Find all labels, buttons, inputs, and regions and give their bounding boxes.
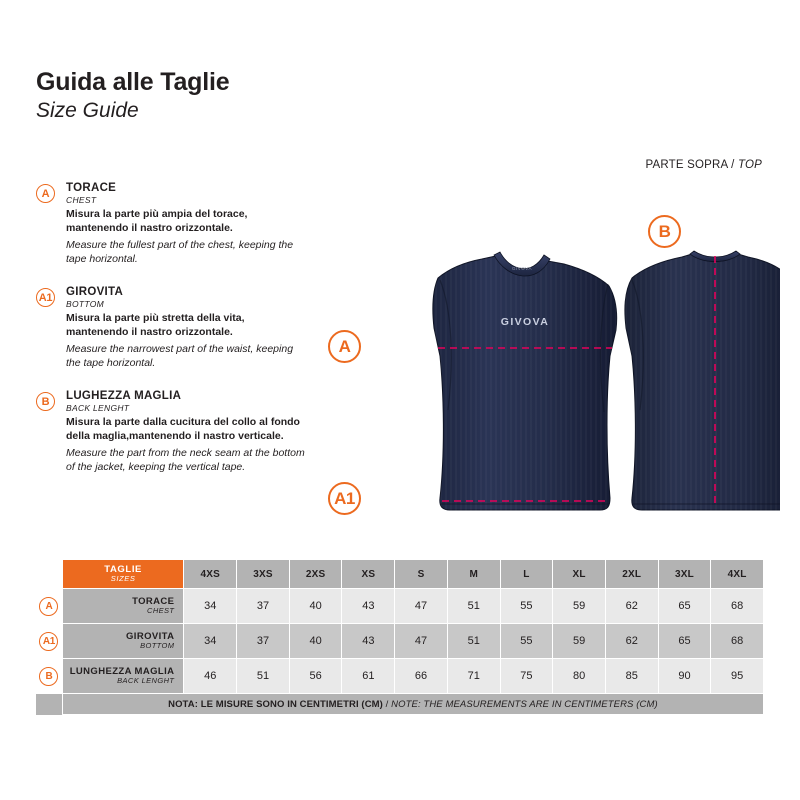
legend-name-bottom-it: GIROVITA	[66, 286, 124, 299]
garment-front	[432, 252, 620, 512]
note-badge-spacer	[36, 694, 62, 715]
brand-collar-text: GIVOVA	[512, 266, 532, 271]
cell-chest-2xl: 62	[605, 589, 658, 624]
section-label-top-it: PARTE SOPRA	[645, 159, 728, 171]
row-label-bottom-it: GIROVITA	[126, 630, 175, 642]
row-label-chest-en: CHEST	[147, 606, 175, 616]
cell-bottom-2xl: 62	[605, 624, 658, 659]
cell-back-s: 66	[395, 659, 448, 694]
cell-back-3xs: 51	[237, 659, 290, 694]
size-table	[36, 559, 764, 715]
header-size-s: S	[395, 560, 448, 589]
row-badge-cell-chest	[36, 589, 62, 624]
legend-name-back-it: LUGHEZZA MAGLIA	[66, 390, 182, 403]
row-label-chest-it: TORACE	[132, 595, 175, 607]
row-label-back	[62, 659, 184, 694]
page-title-it: Guida alle Taglie	[36, 68, 230, 96]
garment-illustration	[310, 160, 780, 550]
cell-back-xs: 61	[342, 659, 395, 694]
cell-back-4xl: 95	[711, 659, 764, 694]
legend-desc-chest-it: Misura la parte più ampia del torace, mantenendo il nastro orizzontale.	[66, 208, 248, 235]
legend-name-back-en: BACK LENGHT	[66, 403, 130, 414]
section-label-top-en: TOP	[737, 159, 762, 171]
header-size-l: L	[500, 560, 553, 589]
legend-desc-back-it: Misura la parte dalla cucitura del collo al fondo della maglia,mantenendo il nastro verticale.	[66, 416, 300, 443]
row-label-chest	[62, 589, 184, 624]
garment-svg	[310, 160, 780, 550]
header-size-xl: XL	[553, 560, 606, 589]
cell-back-4xs: 46	[184, 659, 237, 694]
table-header-row	[36, 560, 764, 589]
table-row	[36, 589, 764, 624]
header-size-4xl: 4XL	[711, 560, 764, 589]
measurement-note-it: NOTA: LE MISURE SONO IN CENTIMETRI (CM)	[168, 698, 383, 710]
legend-name-chest-en: CHEST	[66, 195, 97, 206]
cell-back-2xl: 85	[605, 659, 658, 694]
cell-chest-3xl: 65	[658, 589, 711, 624]
cell-chest-4xl: 68	[711, 589, 764, 624]
cell-chest-l: 55	[500, 589, 553, 624]
cell-back-m: 71	[447, 659, 500, 694]
header-size-2xs: 2XS	[289, 560, 342, 589]
cell-back-2xs: 56	[289, 659, 342, 694]
row-badge-cell-bottom	[36, 624, 62, 659]
page-title	[36, 68, 229, 123]
row-label-back-it: LUNGHEZZA MAGLIA	[69, 665, 175, 677]
legend-desc-bottom-it: Misura la parte più stretta della vita, mantenendo il nastro orizzontale.	[66, 312, 245, 339]
legend-badge-a1: A1	[36, 288, 55, 307]
page-title-en: Size Guide	[36, 98, 139, 122]
header-size-2xl: 2XL	[605, 560, 658, 589]
cell-bottom-4xl: 68	[711, 624, 764, 659]
row-badge-a: A	[39, 597, 58, 616]
cell-bottom-l: 55	[500, 624, 553, 659]
legend-name-chest-it: TORACE	[66, 182, 117, 194]
legend-desc-bottom-en: Measure the narrowest part of the waist, keeping the tape horizontal.	[66, 343, 294, 370]
header-size-4xs: 4XS	[184, 560, 237, 589]
row-badge-a1: A1	[39, 632, 58, 651]
cell-bottom-xl: 59	[553, 624, 606, 659]
legend-name-bottom-en: BOTTOM	[66, 299, 105, 310]
cell-bottom-3xl: 65	[658, 624, 711, 659]
legend-item-back-length	[36, 390, 306, 475]
measurement-note	[62, 694, 763, 715]
measurement-note-separator: /	[382, 698, 392, 710]
header-sizes-label-en: SIZES	[110, 574, 136, 584]
header-size-3xs: 3XS	[237, 560, 290, 589]
table-row	[36, 624, 764, 659]
row-badge-cell-back	[36, 659, 62, 694]
cell-bottom-2xs: 40	[289, 624, 342, 659]
cell-back-3xl: 90	[658, 659, 711, 694]
cell-chest-m: 51	[447, 589, 500, 624]
brand-logo-text: GIVOVA	[500, 316, 550, 328]
header-size-3xl: 3XL	[658, 560, 711, 589]
legend-desc-chest-en: Measure the fullest part of the chest, keeping the tape horizontal.	[66, 239, 294, 266]
cell-chest-xl: 59	[553, 589, 606, 624]
table-note-row	[36, 694, 764, 715]
legend-badge-a: A	[36, 184, 55, 203]
section-label-separator: /	[727, 159, 738, 171]
cell-back-l: 75	[500, 659, 553, 694]
legend-item-chest	[36, 182, 306, 267]
header-badge-spacer	[36, 560, 62, 589]
measurement-legend	[36, 182, 306, 494]
header-sizes-label	[62, 560, 184, 589]
table-row	[36, 659, 764, 694]
header-sizes-label-it: TAGLIE	[104, 564, 142, 576]
cell-back-xl: 80	[553, 659, 606, 694]
cell-bottom-m: 51	[447, 624, 500, 659]
cell-chest-3xs: 37	[237, 589, 290, 624]
marker-bottom: A1	[328, 482, 361, 515]
row-badge-b: B	[39, 667, 58, 686]
cell-chest-4xs: 34	[184, 589, 237, 624]
row-label-back-en: BACK LENGHT	[117, 676, 175, 686]
cell-chest-xs: 43	[342, 589, 395, 624]
legend-desc-back-en: Measure the part from the neck seam at the bottom of the jacket, keeping the vertical tape.	[66, 447, 305, 474]
marker-back-length: B	[648, 215, 681, 248]
cell-bottom-3xs: 37	[237, 624, 290, 659]
garment-back	[624, 251, 780, 512]
cell-chest-s: 47	[395, 589, 448, 624]
legend-item-bottom	[36, 286, 306, 371]
cell-bottom-s: 47	[395, 624, 448, 659]
legend-badge-b: B	[36, 392, 55, 411]
marker-chest: A	[328, 330, 361, 363]
cell-chest-2xs: 40	[289, 589, 342, 624]
cell-bottom-4xs: 34	[184, 624, 237, 659]
row-label-bottom-en: BOTTOM	[140, 641, 175, 651]
size-table-wrapper	[36, 559, 764, 715]
cell-bottom-xs: 43	[342, 624, 395, 659]
header-size-m: M	[447, 560, 500, 589]
measurement-note-en: NOTE: THE MEASUREMENTS ARE IN CENTIMETERS (CM)	[391, 698, 658, 710]
header-size-xs: XS	[342, 560, 395, 589]
row-label-bottom	[62, 624, 184, 659]
